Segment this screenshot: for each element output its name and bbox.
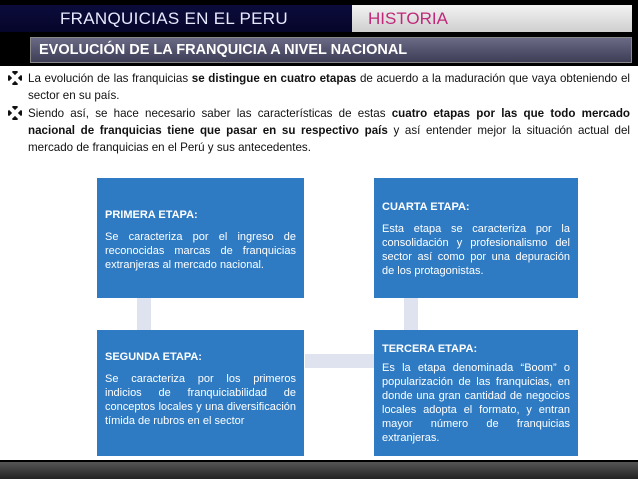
stage-heading: TERCERA ETAPA: bbox=[382, 343, 478, 355]
bullet-text: Siendo así, se hace necesario saber las características de estas bbox=[28, 107, 392, 120]
bullet-text: La evolución de las franquicias bbox=[28, 72, 192, 85]
stage-heading: SEGUNDA ETAPA: bbox=[105, 351, 202, 363]
bullet-text-bold: cuatro etapas por las que todo mercado nacional de franquicias tiene que pasar en su respectivo país bbox=[28, 107, 630, 137]
footer-bar bbox=[0, 462, 638, 479]
stage-heading: CUARTA ETAPA: bbox=[382, 201, 470, 213]
connector-vertical-left bbox=[137, 298, 151, 330]
slide-subtitle: EVOLUCIÓN DE LA FRANQUICIA A NIVEL NACIONAL bbox=[30, 37, 632, 63]
stage-body: Se caracteriza por el ingreso de reconocidas marcas de franquicias extranjeras al mercado nacional. bbox=[105, 231, 296, 271]
stage-box-fourth bbox=[374, 178, 578, 298]
diamond-bullet-icon bbox=[8, 106, 22, 120]
stage-box-first bbox=[97, 178, 304, 298]
bullet-text: y así entender mejor la situación actual del mercado de franquicias en el Perú y sus antecedentes. bbox=[28, 124, 630, 154]
stage-box-second bbox=[97, 330, 304, 456]
stage-body: Es la etapa denominada “Boom” o popularización de las franquicias, en donde una gran cantidad de negocios locales adopta el formato, y entran mayor número de franquicias extranjeras. bbox=[382, 362, 570, 444]
diamond-bullet-icon bbox=[8, 71, 22, 85]
section-label: HISTORIA bbox=[352, 5, 632, 32]
bullet-item bbox=[6, 70, 630, 104]
content-area bbox=[0, 66, 638, 460]
bullet-text: de acuerdo a la maduración que vaya obteniendo el sector en su país. bbox=[28, 72, 630, 102]
page-title: FRANQUICIAS EN EL PERU bbox=[0, 5, 352, 32]
stage-heading: PRIMERA ETAPA: bbox=[105, 209, 198, 221]
stage-box-third bbox=[374, 330, 578, 456]
bullet-list bbox=[6, 70, 630, 157]
header-bar bbox=[0, 0, 638, 36]
bullet-text-bold: se distingue en cuatro etapas bbox=[191, 72, 357, 85]
connector-vertical-right bbox=[404, 298, 418, 330]
stage-body: Esta etapa se caracteriza por la consolidación y profesionalismo del sector así como por una depuración de los protagonistas. bbox=[382, 223, 570, 277]
stage-body: Se caracteriza por los primeros indicios de franquiciabilidad de conceptos locales y una diversificación tímida de rubros en el sector bbox=[105, 373, 296, 427]
connector-horizontal bbox=[305, 354, 375, 368]
bullet-item bbox=[6, 105, 630, 156]
